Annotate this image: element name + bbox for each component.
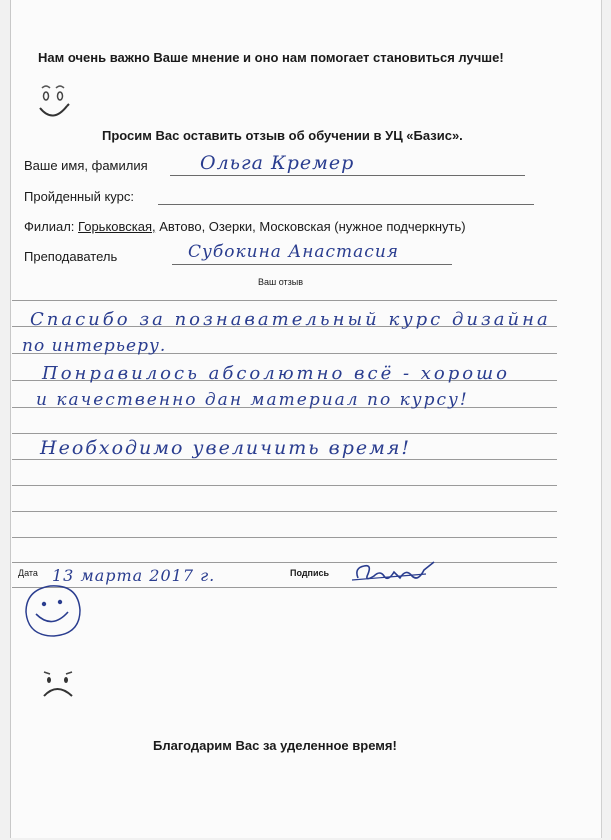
review-rule-1 xyxy=(12,300,557,301)
thanks-text: Благодарим Вас за уделенное время! xyxy=(153,738,397,753)
branch-label: Филиал: xyxy=(24,219,75,234)
branch-field xyxy=(24,219,466,234)
review-label: Ваш отзыв xyxy=(258,277,304,287)
branch-selected: Горьковская, xyxy=(78,219,156,234)
review-rule-11 xyxy=(12,562,557,563)
name-label: Ваше имя, фамилия xyxy=(24,158,148,173)
request-text: Просим Вас оставить отзыв об обучении в УЦ «Базис». xyxy=(102,128,463,143)
review-rule-10 xyxy=(12,537,557,538)
review-line-3: Понравилось абсолютно всё - хорошо xyxy=(42,363,511,384)
review-rule-9 xyxy=(12,511,557,512)
date-rule xyxy=(12,587,557,588)
name-underline xyxy=(170,175,525,176)
date-label: Дата xyxy=(18,568,38,578)
smiley-doodle-icon xyxy=(20,580,86,640)
signature-scribble xyxy=(350,558,440,588)
smiley-sad-icon xyxy=(36,668,78,700)
name-value: Ольга Кремер xyxy=(200,152,355,174)
date-value: 13 марта 2017 г. xyxy=(52,566,216,585)
review-rule-8 xyxy=(12,485,557,486)
teacher-label: Преподаватель xyxy=(24,249,118,264)
review-rule-6 xyxy=(12,433,557,434)
intro-text: Нам очень важно Ваше мнение и оно нам помогает становиться лучше! xyxy=(38,50,504,65)
review-line-4: и качественно дан материал по курсу! xyxy=(36,390,469,410)
teacher-value: Субокина Анастасия xyxy=(188,242,400,262)
teacher-underline xyxy=(172,264,452,265)
branch-options: Автово, Озерки, Московская (нужное подчеркнуть) xyxy=(155,219,466,234)
review-line-1: Спасибо за познавательный курс дизайна xyxy=(30,309,551,330)
signature-label: Подпись xyxy=(290,568,330,578)
review-line-5: Необходимо увеличить время! xyxy=(40,437,412,459)
course-label: Пройденный курс: xyxy=(24,189,134,204)
review-line-2: по интерьеру. xyxy=(22,336,167,356)
course-underline xyxy=(158,204,534,205)
smiley-happy-icon xyxy=(36,82,72,126)
feedback-form-sheet xyxy=(10,0,602,838)
review-rule-7 xyxy=(12,459,557,460)
